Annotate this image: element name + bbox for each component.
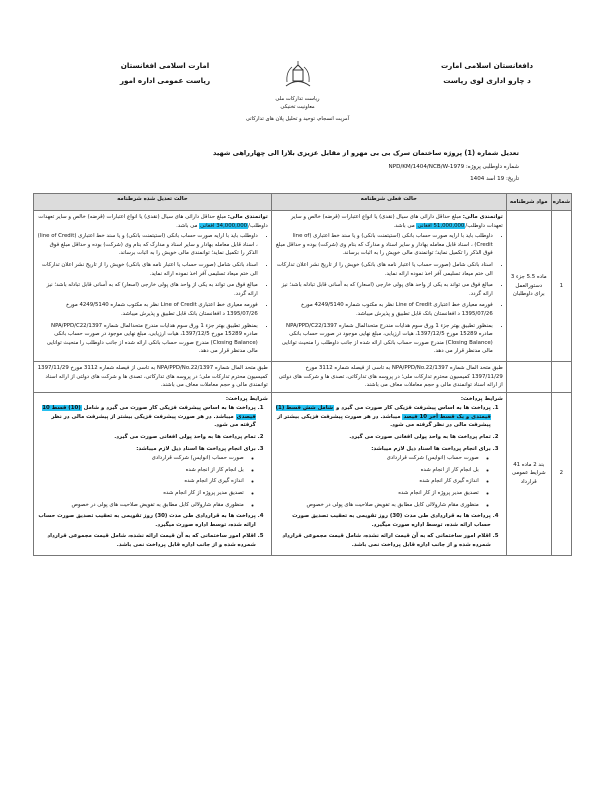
list-item: [37, 404, 256, 430]
text-segment: برای انجام پرداخت ها اسناد ذیل لازم میباشد:: [371, 445, 491, 452]
row-number: 1: [551, 211, 571, 362]
header-center-line-1: ریاست تدارکات ملی: [275, 96, 320, 102]
payment-heading: شرایط پرداخت:: [460, 395, 503, 402]
text-segment: مبلغ حداقل دارائی های سیال (نقدی) یا انواع اعتبارات (قرضه) خالص و سایر تعهدات داوطلب/: [38, 214, 268, 229]
list-item: • بمنظور تطبیق بهتر جزء 1 ورق سوم هدایات مندرج متحدالمال شماره NPA/PPD/C22/1397 صادره 15289 مورخ 1397/12/5، هیات ارزیابی، مبلغ نهایی موجود در صورت حساب بانکی (Closing Balance) مندرج صورت حساب بانکی ارائه شده از جانب داوطلب را منحیث توانایی مالی مدنظر قرار می دهد.: [275, 322, 493, 356]
list-item: • داوطلب باید با ارایه صورت حساب بانکی (استیتمنت بانکی) و یا سند خط اعتباری (line of Credit) ، اسناد قابل معامله بهادار و سایر اسناد و مدارک که بنام وی (شرکت) بوده و حداقل مبلغ فوق الذکر را تکمیل نماید؛ توانمندی مالی خویش را به اثبات برساند.: [37, 232, 258, 258]
list-item: • فورمه معیاری خط اعتباری Line of Credit نظر به مکتوب شماره 4249/5140 مورخ 1395/07/26 د افغانستان بانک قابل تطبیق و پذیرش میباشد.: [275, 301, 493, 318]
text-segment: پرداخت ها به اساس پیشرفت فزیکی کار صورت می گیرد و شامل: [81, 405, 256, 412]
highlight-installments: (10) قسط 10 فیصدی: [42, 405, 256, 420]
cell-current-payment: [271, 392, 506, 555]
list-item: 4. پرداخت ها به قراردادی طی مدت (30) روز تقویمی به تعقیب تصدیق صورت حساب ارائه شده، توسط اداره صورت میگیرد.: [37, 512, 256, 529]
row-article: ماده 5.5 جزء 3 دستورالعمل برای داوطلبان: [506, 211, 551, 362]
documents-list: [275, 454, 491, 509]
row-number: 2: [551, 392, 571, 555]
header-center: [205, 95, 390, 123]
text-segment: مبلغ حداقل دارائی های سیال (نقدی) یا انواع اعتبارات (قرضه) خالص و سایر تعهدات داوطلب/: [290, 214, 503, 229]
list-item: • اسناد بانکی شامل (صورت حساب یا اعتبار نامه های بانکی) خویش را از تاریخ نشر اعلان تدارکات الی ختم میعاد تسلیمی آفر اخذ نموده ارائه نماید.: [37, 261, 258, 278]
list-item: ◦ اندازه گیری کار انجام شده: [37, 477, 244, 486]
emblem-icon: [283, 60, 313, 88]
payment-list: [37, 404, 268, 549]
cell-amended: [34, 211, 272, 362]
list-item: 4. پرداخت ها به قراردادی طی مدت (30) روز تقویمی به تعقیب تصدیق صورت حساب ارائه شده، توسط اداره صورت میگیرد.: [275, 512, 491, 529]
list-item: ◦ منظوری مقام شارولالی کابل مطابق به تفویض صلاحیت های پولی در خصوص: [275, 501, 479, 510]
requirements-list: [37, 232, 268, 356]
header-left-line-2: ریاست عمومی اداره امور: [119, 76, 211, 85]
header-center-line-3: آمریت انسجام، توحید و تحلیل پلان های تدارکاتی: [245, 116, 350, 122]
list-item: 5. اقلام امور ساختمانی که به آن قیمت ارائه نشده، شامل قیمت مجموعی قرارداد شمرده شده و از جانب اداره قابل پرداخت نمی باشد.: [37, 532, 256, 549]
empty-cell: [551, 361, 571, 392]
highlight-amount: 51,000,000 افغانی: [417, 222, 465, 229]
header-left: [100, 58, 230, 88]
text-segment: میباشد. در هر صورت پیشرفت فزیکی بیشتر از پیشرفت مالی در نظر گرفته می شود.: [51, 413, 256, 429]
payment-heading: شرایط پرداخت:: [225, 395, 268, 402]
cell-amended-payment: [34, 392, 272, 555]
table-row: [34, 211, 572, 362]
note-amended: طبق متحد المال شماره NPA/PPD/No.22/1397 به تاسی از فیصله شماره 3112 مورخ 1397/11/29 کمیسیون محترم تدارکات ملی؛ در پروسه های تدارکاتی، تصدی ها و شرکت های دولتی از ارائه اسناد توانمندی مالی و حجم معاملات معاف می باشند.: [34, 361, 272, 392]
header-right: [427, 58, 547, 88]
highlight-amount: 34,000,000 افغانی: [200, 222, 248, 229]
label-financial: توانمندی مالی:: [227, 214, 268, 220]
list-item: ◦ صورت حساب (انوایس) شرکت قراردادی: [275, 454, 479, 463]
header-right-line-1: دافغانستان اسلامی امارت: [440, 61, 534, 70]
header-current: حالت فعلی شرطنامه: [271, 194, 506, 211]
document-date: تاریخ: 19 اسد 1404: [470, 176, 519, 182]
payment-list: [275, 404, 503, 549]
table-row: [34, 392, 572, 555]
label-financial: توانمندی مالی:: [462, 214, 503, 220]
text-segment: برای انجام پرداخت ها اسناد ذیل لازم میباشد:: [136, 445, 256, 452]
list-item: [275, 445, 491, 510]
list-item: ◦ اندازه گیری کار انجام شده: [275, 477, 479, 486]
text-segment: می باشد.: [176, 222, 200, 229]
header-right-line-2: د چارو اداری لوی ریاست: [443, 76, 531, 85]
list-item: ◦ بل انجام کار از انجام شده: [37, 466, 244, 475]
header-center-line-2: معاونیت تخنیکی: [280, 104, 315, 110]
text-segment: پرداخت ها به اساس پیشرفت فزیکی کار صورت می گیرد و: [334, 405, 491, 412]
list-item: • اسناد بانکی شامل (صورت حساب یا اعتبار نامه های بانکی) خویش را از تاریخ نشر اعلان تدارکات الی ختم میعاد تسلیمی آفر اخذ نموده ارائه نماید.: [275, 261, 493, 278]
header-number: شماره: [551, 194, 571, 211]
list-item: • داوطلب باید با ارایه صورت حساب بانکی (استیتمنت بانکی) و یا سند خط اعتباری (line of Credit) ، اسناد قابل معامله بهادار و سایر اسناد و مدارک که بنام وی (شرکت) بوده و حداقل مبلغ فوق الذکر را تکمیل نماید؛ توانمندی مالی خویش را به اثبات برساند.: [275, 232, 493, 258]
list-item: 5. اقلام امور ساختمانی که به آن قیمت ارائه نشده، شامل قیمت مجموعی قرارداد شمرده شده و از جانب اداره قابل پرداخت نمی باشد.: [275, 532, 491, 549]
header-left-line-1: امارت اسلامی افغانستان: [120, 61, 210, 70]
list-item: [275, 404, 491, 430]
list-item: ◦ منظوری مقام شارولالی کابل مطابق به تفویض صلاحیت های پولی در خصوص: [37, 501, 244, 510]
text-segment: می باشد.: [393, 222, 417, 229]
table-row-note: [34, 361, 572, 392]
empty-cell: [506, 361, 551, 392]
requirements-list: [275, 232, 503, 356]
list-item: [37, 445, 256, 510]
text-segment: میباشد. در هر صورت پیشرفت فزیکی بیشتر از پیشرفت مالی در نظر گرفته می شود.: [277, 413, 491, 429]
table-header-row: [34, 194, 572, 211]
list-item: • فورمه معیاری خط اعتباری Line of Credit نظر به مکتوب شماره 4249/5140 مورخ 1395/07/26 د افغانستان بانک قابل تطبیق و پذیرش میباشد.: [37, 301, 258, 318]
list-item: 2. تمام پرداخت ها به واحد پولی افغانی صورت می گیرد.: [275, 433, 491, 442]
list-item: • بمنظور تطبیق بهتر جزء 1 ورق سوم هدایات مندرج متحدالمال شماره NPA/PPD/C22/1397 صادره 15289 مورخ 1397/12/5، هیات ارزیابی، مبلغ نهایی موجود در صورت حساب بانکی (Closing Balance) مندرج صورت حساب بانکی ارائه شده از جانب داوطلب را منحیث توانایی مالی مدنظر قرار می دهد.: [37, 322, 258, 356]
list-item: ◦ صورت حساب (انوایس) شرکت قراردادی: [37, 454, 244, 463]
note-current: طبق متحد المال شماره NPA/PPD/No.22/1397 به تاسی از فیصله شماره 3112 مورخ 1397/11/29 کمیسیون محترم تدارکات ملی؛ در پروسه های تدارکاتی، تصدی ها و شرکت های دولتی از ارائه اسناد توانمندی مالی و حجم معاملات معاف می باشند.: [271, 361, 506, 392]
row-article: بند 2 ماده 41 شرایط عمومی قرارداد: [506, 392, 551, 555]
list-item: ◦ بل انجام کار از انجام شده: [275, 466, 479, 475]
highlight-installments: شامل شش قسط (1) قیمتدی و یک قسط آخر 10 فیصد: [275, 405, 491, 420]
list-item: ◦ تصدیق مدیر پروژه از کار انجام شده: [37, 489, 244, 498]
amendment-table: [33, 193, 572, 556]
project-number: شماره داوطلبی پروژه: NPD/KM/1404/NCB/W-1979: [388, 164, 519, 170]
documents-list: [37, 454, 256, 509]
header-amended: حالت تعدیل شده شرطنامه: [34, 194, 272, 211]
list-item: ◦ تصدیق مدیر پروژه از کار انجام شده: [275, 489, 479, 498]
list-item: • مبالغ فوق می تواند به یکی از واحد های پولی خارجی (اسعار) که به آسانی قابل تبادله باشد؛ نیز ارائه گردد.: [275, 281, 493, 298]
list-item: 2. تمام پرداخت ها به واحد پولی افغانی صورت می گیرد.: [37, 433, 256, 442]
document-title: تعدیل شماره (1) پروژه ساختمان سرک بی بی مهرو از مقابل عزیزی بلازا الی چهارراهی شهید: [213, 149, 519, 157]
list-item: • مبالغ فوق می تواند به یکی از واحد های پولی خارجی (اسعار) که به آسانی قابل تبادله باشد؛ نیز ارائه گردد.: [37, 281, 258, 298]
header-article: مواد شرطنامه: [506, 194, 551, 211]
cell-current: [271, 211, 506, 362]
